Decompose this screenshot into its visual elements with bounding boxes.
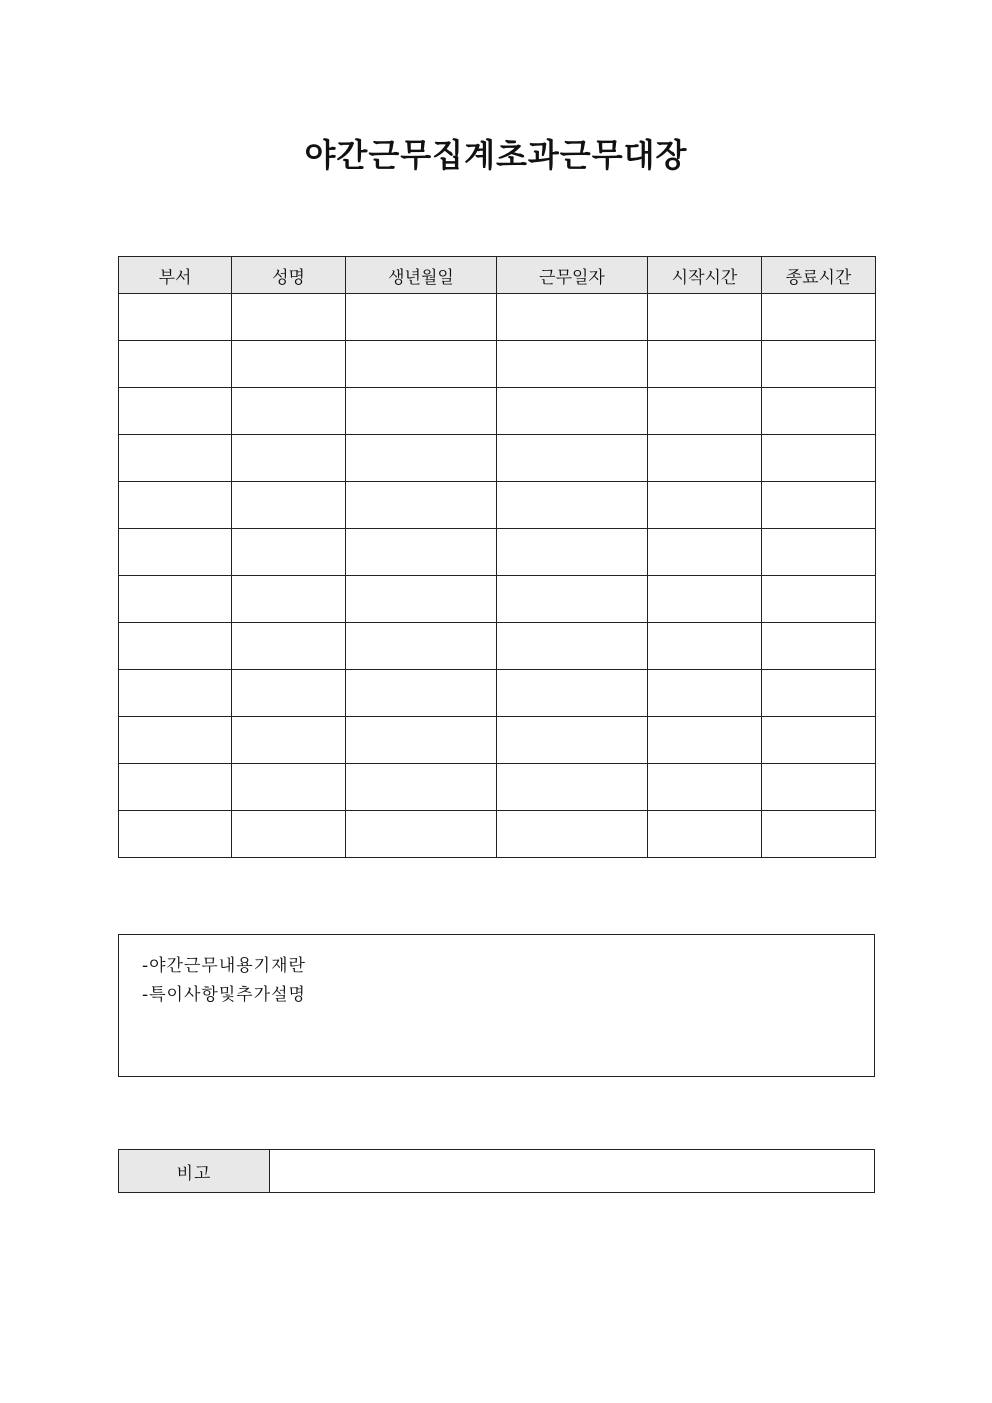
table-cell[interactable] [232,764,346,811]
table-cell[interactable] [762,482,876,529]
table-cell[interactable] [497,388,648,435]
table-row [119,623,876,670]
table-cell[interactable] [346,341,497,388]
table-cell[interactable] [762,717,876,764]
table-cell[interactable] [232,717,346,764]
table-cell[interactable] [119,529,232,576]
table-cell[interactable] [346,764,497,811]
column-header-name: 성명 [232,257,346,294]
remarks-box [118,934,875,1077]
table-cell[interactable] [762,576,876,623]
remarks-line-work-content: -야간근무내용기재란 [142,956,306,976]
table-cell[interactable] [119,717,232,764]
table-cell[interactable] [119,764,232,811]
table-row [119,341,876,388]
table-cell[interactable] [762,435,876,482]
note-row [119,1150,875,1193]
column-header-department: 부서 [119,257,232,294]
table-cell[interactable] [346,811,497,858]
note-label: 비고 [119,1150,270,1193]
table-row [119,529,876,576]
table-cell[interactable] [119,294,232,341]
table-cell[interactable] [648,482,762,529]
table-cell[interactable] [346,623,497,670]
table-cell[interactable] [648,670,762,717]
table-cell[interactable] [232,623,346,670]
table-cell[interactable] [648,811,762,858]
table-cell[interactable] [648,529,762,576]
table-cell[interactable] [119,576,232,623]
table-row [119,482,876,529]
table-cell[interactable] [648,764,762,811]
table-row [119,435,876,482]
table-row [119,670,876,717]
table-cell[interactable] [232,529,346,576]
note-table [118,1149,875,1193]
table-cell[interactable] [648,576,762,623]
column-header-work-date: 근무일자 [497,257,648,294]
table-row [119,764,876,811]
table-cell[interactable] [232,576,346,623]
table-cell[interactable] [119,388,232,435]
table-body [119,294,876,858]
table-cell[interactable] [346,576,497,623]
table-cell[interactable] [346,717,497,764]
table-cell[interactable] [762,623,876,670]
table-cell[interactable] [119,670,232,717]
table-row [119,576,876,623]
table-row [119,811,876,858]
table-cell[interactable] [648,623,762,670]
table-cell[interactable] [762,764,876,811]
column-header-birthdate: 생년월일 [346,257,497,294]
table-cell[interactable] [497,294,648,341]
table-cell[interactable] [232,388,346,435]
table-cell[interactable] [497,717,648,764]
table-cell[interactable] [762,341,876,388]
table-cell[interactable] [497,482,648,529]
table-cell[interactable] [232,670,346,717]
table-cell[interactable] [648,717,762,764]
note-value-cell[interactable] [270,1150,875,1193]
table-cell[interactable] [346,482,497,529]
table-cell[interactable] [232,482,346,529]
table-cell[interactable] [762,388,876,435]
table-cell[interactable] [648,294,762,341]
column-header-start-time: 시작시간 [648,257,762,294]
table-cell[interactable] [232,435,346,482]
table-cell[interactable] [346,529,497,576]
table-cell[interactable] [762,670,876,717]
table-cell[interactable] [497,811,648,858]
remarks-line-special-notes: -특이사항및추가설명 [142,985,306,1005]
column-header-end-time: 종료시간 [762,257,876,294]
table-cell[interactable] [232,341,346,388]
table-cell[interactable] [497,623,648,670]
table-row [119,294,876,341]
table-cell[interactable] [119,623,232,670]
table-cell[interactable] [648,435,762,482]
table-row [119,388,876,435]
table-cell[interactable] [119,482,232,529]
table-cell[interactable] [497,576,648,623]
table-cell[interactable] [648,341,762,388]
table-cell[interactable] [648,388,762,435]
table-cell[interactable] [346,670,497,717]
table-cell[interactable] [119,341,232,388]
table-cell[interactable] [232,294,346,341]
table-header-row [119,257,876,294]
table-row [119,717,876,764]
table-cell[interactable] [119,435,232,482]
page-title: 야간근무집계초과근무대장 [304,136,688,174]
table-cell[interactable] [119,811,232,858]
table-cell[interactable] [497,341,648,388]
table-cell[interactable] [346,435,497,482]
table-cell[interactable] [346,294,497,341]
table-cell[interactable] [762,811,876,858]
table-cell[interactable] [762,529,876,576]
table-cell[interactable] [346,388,497,435]
table-cell[interactable] [762,294,876,341]
table-cell[interactable] [232,811,346,858]
table-cell[interactable] [497,764,648,811]
table-cell[interactable] [497,435,648,482]
table-cell[interactable] [497,670,648,717]
table-cell[interactable] [497,529,648,576]
overtime-log-table [118,256,876,858]
